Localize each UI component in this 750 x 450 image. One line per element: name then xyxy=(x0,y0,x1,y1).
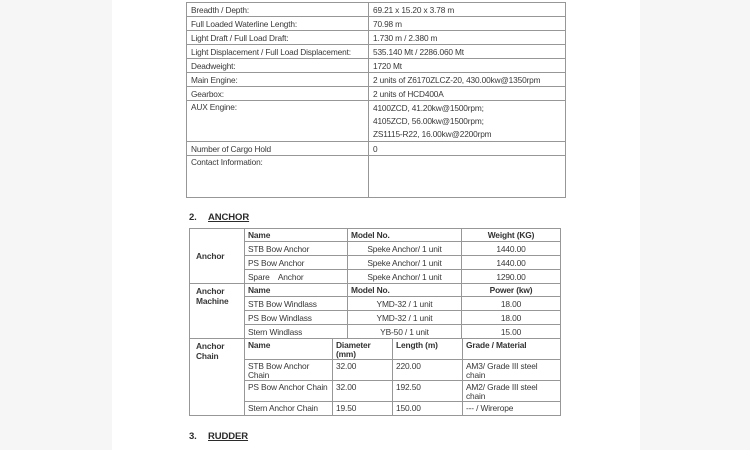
table-row xyxy=(187,17,566,31)
table-header-row xyxy=(190,229,561,242)
table-row xyxy=(187,3,566,17)
header-cell: Diameter (mm) xyxy=(333,339,393,360)
particulars-table xyxy=(186,2,566,198)
aux-engine-line: 4100ZCD, 41.20kw@1500rpm; xyxy=(373,103,484,113)
particulars-value: 1720 Mt xyxy=(369,59,566,73)
header-cell: Name xyxy=(245,229,348,242)
table-row xyxy=(190,270,561,284)
data-cell: Stern Anchor Chain xyxy=(245,402,333,416)
header-cell: Model No. xyxy=(348,284,462,297)
aux-engine-line: 4105ZCD, 56.00kw@1500rpm; xyxy=(373,116,484,126)
table-row xyxy=(190,325,561,339)
anchor-table xyxy=(189,228,561,284)
particulars-value: 2 units of Z6170ZLCZ-20, 430.00kw@1350rpm xyxy=(369,73,566,87)
document-page xyxy=(112,0,640,450)
data-cell: 1440.00 xyxy=(462,256,561,270)
particulars-label: Light Displacement / Full Load Displacement: xyxy=(187,45,369,59)
section-heading-rudder xyxy=(189,431,248,442)
particulars-label: Deadweight: xyxy=(187,59,369,73)
data-cell: STB Bow Anchor Chain xyxy=(245,360,333,381)
table-row xyxy=(187,142,566,156)
table-row xyxy=(190,311,561,325)
group-label-cell: Anchor Chain xyxy=(190,339,245,416)
section-heading-anchor xyxy=(189,212,249,223)
header-cell: Power (kw) xyxy=(462,284,561,297)
particulars-value xyxy=(369,156,566,198)
data-cell: YMD-32 / 1 unit xyxy=(348,311,462,325)
data-cell: AM2/ Grade III steel chain xyxy=(463,381,561,402)
particulars-value: 2 units of HCD400A xyxy=(369,87,566,101)
section-number: 3. xyxy=(189,431,197,442)
data-cell: STB Bow Anchor xyxy=(245,242,348,256)
header-cell: Weight (KG) xyxy=(462,229,561,242)
table-row xyxy=(190,297,561,311)
data-cell: 1440.00 xyxy=(462,242,561,256)
data-cell: 15.00 xyxy=(462,325,561,339)
table-row-contact xyxy=(187,156,566,198)
header-cell: Name xyxy=(245,339,333,360)
data-cell: PS Bow Anchor xyxy=(245,256,348,270)
data-cell: 220.00 xyxy=(393,360,463,381)
data-cell: --- / Wirerope xyxy=(463,402,561,416)
header-cell: Name xyxy=(245,284,348,297)
data-cell: AM3/ Grade III steel chain xyxy=(463,360,561,381)
table-row xyxy=(187,59,566,73)
particulars-value: 0 xyxy=(369,142,566,156)
table-row xyxy=(190,360,561,381)
particulars-label: Light Draft / Full Load Draft: xyxy=(187,31,369,45)
group-label-cell: Anchor xyxy=(190,229,245,284)
data-cell: Speke Anchor/ 1 unit xyxy=(348,242,462,256)
table-header-row xyxy=(190,284,561,297)
table-row xyxy=(190,402,561,416)
data-cell: 192.50 xyxy=(393,381,463,402)
aux-engine-line: ZS1115-R22, 16.00kw@2200rpm xyxy=(373,129,492,139)
group-label-cell: Anchor Machine xyxy=(190,284,245,339)
data-cell: 1290.00 xyxy=(462,270,561,284)
anchor-chain-table xyxy=(189,338,561,416)
section-title: ANCHOR xyxy=(208,212,250,223)
table-row xyxy=(187,45,566,59)
data-cell: 32.00 xyxy=(333,360,393,381)
particulars-label: Number of Cargo Hold xyxy=(187,142,369,156)
particulars-value: 535.140 Mt / 2286.060 Mt xyxy=(369,45,566,59)
data-cell: 150.00 xyxy=(393,402,463,416)
particulars-label: AUX Engine: xyxy=(187,101,369,142)
data-cell: PS Bow Anchor Chain xyxy=(245,381,333,402)
table-row xyxy=(187,73,566,87)
data-cell: YMD-32 / 1 unit xyxy=(348,297,462,311)
header-cell: Length (m) xyxy=(393,339,463,360)
particulars-label: Main Engine: xyxy=(187,73,369,87)
table-row xyxy=(187,87,566,101)
data-cell: 32.00 xyxy=(333,381,393,402)
table-row xyxy=(190,381,561,402)
particulars-value: 1.730 m / 2.380 m xyxy=(369,31,566,45)
table-row-aux-engine xyxy=(187,101,566,142)
table-row xyxy=(190,242,561,256)
header-cell: Model No. xyxy=(348,229,462,242)
data-cell: PS Bow Windlass xyxy=(245,311,348,325)
data-cell: Speke Anchor/ 1 unit xyxy=(348,270,462,284)
particulars-value: 70.98 m xyxy=(369,17,566,31)
particulars-value xyxy=(369,101,566,142)
data-cell: Spare Anchor xyxy=(245,270,348,284)
data-cell: 18.00 xyxy=(462,297,561,311)
particulars-label: Contact Information: xyxy=(187,156,369,198)
table-header-row xyxy=(190,339,561,360)
data-cell: YB-50 / 1 unit xyxy=(348,325,462,339)
data-cell: 18.00 xyxy=(462,311,561,325)
table-row xyxy=(190,256,561,270)
section-number: 2. xyxy=(189,212,197,223)
data-cell: STB Bow Windlass xyxy=(245,297,348,311)
section-title: RUDDER xyxy=(208,431,249,442)
data-cell: Stern Windlass xyxy=(245,325,348,339)
particulars-label: Full Loaded Waterline Length: xyxy=(187,17,369,31)
particulars-label: Breadth / Depth: xyxy=(187,3,369,17)
particulars-label: Gearbox: xyxy=(187,87,369,101)
table-row xyxy=(187,31,566,45)
particulars-value: 69.21 x 15.20 x 3.78 m xyxy=(369,3,566,17)
anchor-machine-table xyxy=(189,283,561,339)
data-cell: Speke Anchor/ 1 unit xyxy=(348,256,462,270)
header-cell: Grade / Material xyxy=(463,339,561,360)
data-cell: 19.50 xyxy=(333,402,393,416)
